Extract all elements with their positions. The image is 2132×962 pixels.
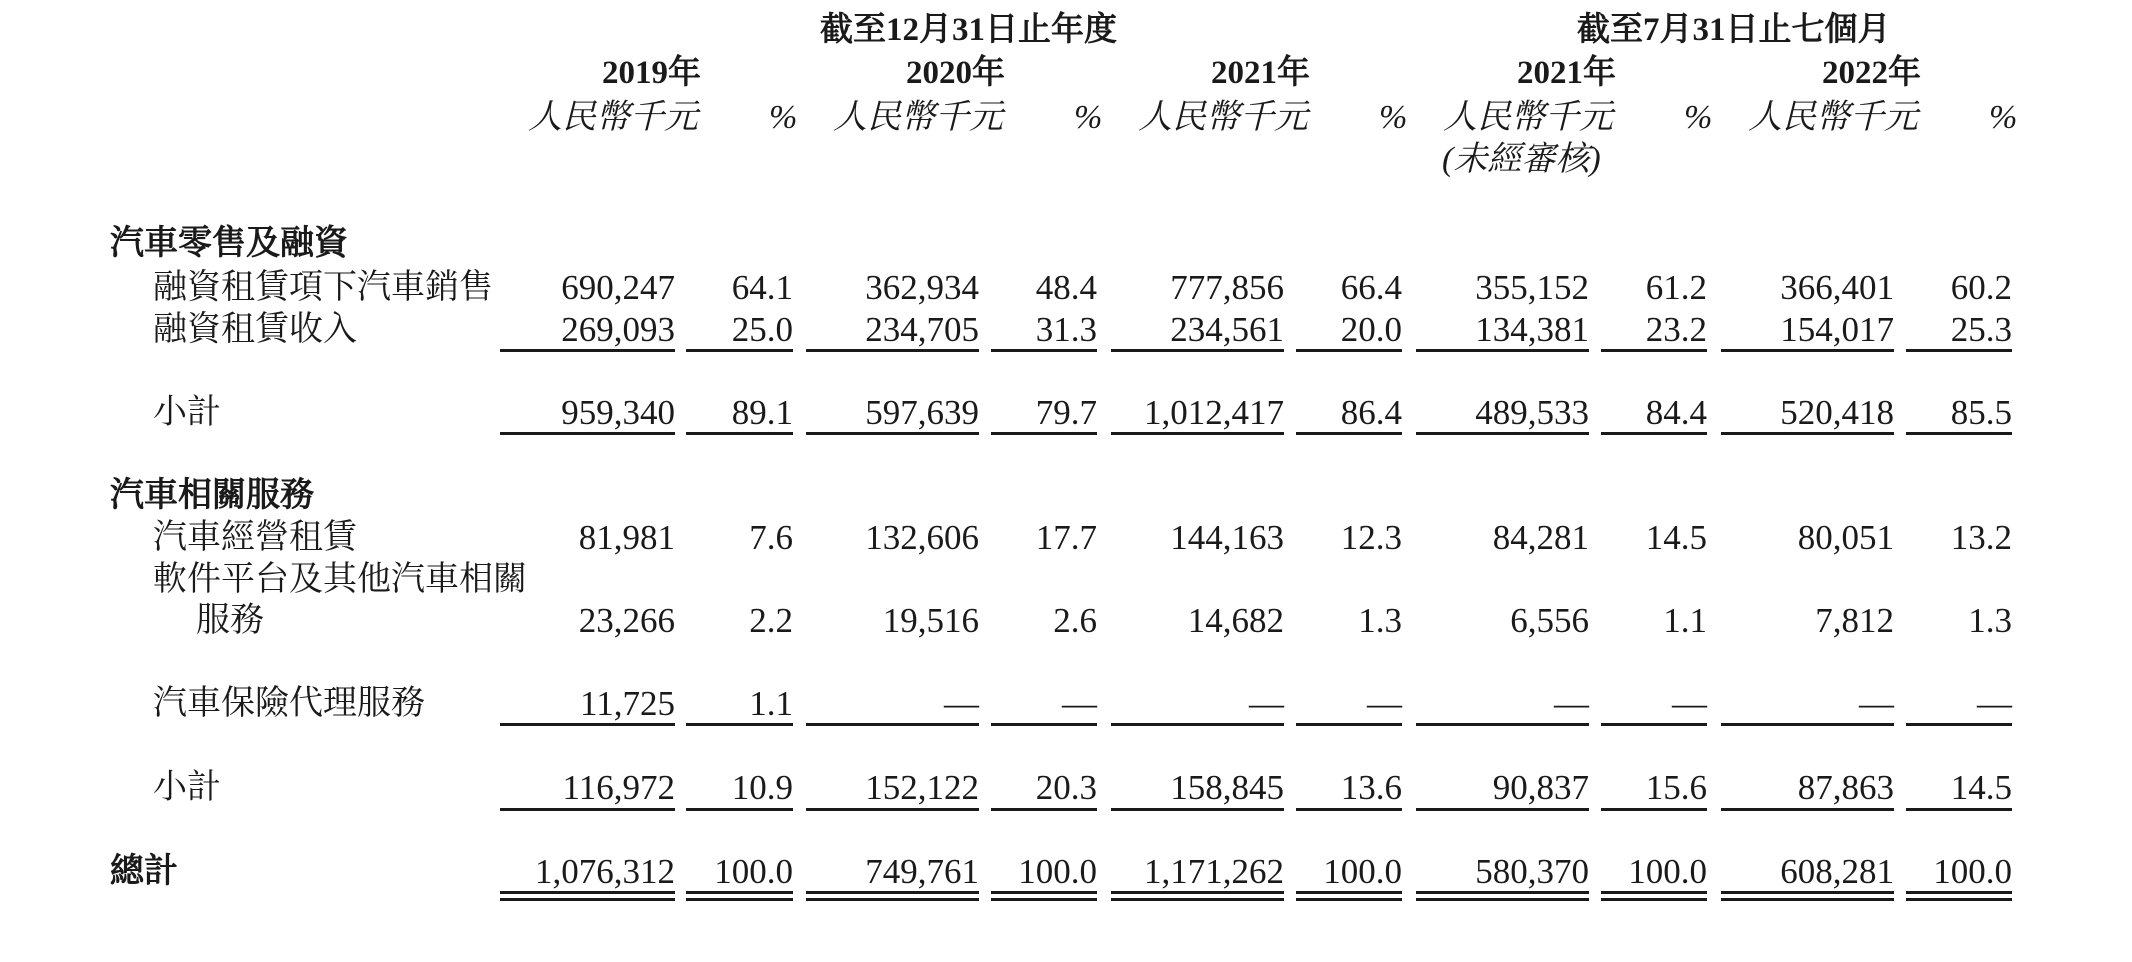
row-label-insurance-agency: 汽車保險代理服務	[153, 685, 425, 722]
rule-after-section1-rows-8	[1721, 349, 1894, 352]
row-operating-lease-value-9: 13.2	[1950, 518, 2012, 557]
header-group-7m: 截至7月31日止七個月	[1577, 12, 1891, 48]
row-finance-lease-income-value-2: 234,705	[865, 310, 979, 349]
row-operating-lease-value-2: 132,606	[865, 518, 979, 557]
header-group-fy: 截至12月31日止年度	[820, 12, 1117, 48]
row-insurance-agency-value-7: —	[1672, 684, 1707, 723]
row-finance-lease-sales-value-0: 690,247	[561, 268, 675, 307]
rule-after-section2-rows-2	[806, 723, 979, 726]
rule-total-double-second-8	[1721, 898, 1894, 901]
rule-after-section2-rows-7	[1601, 723, 1707, 726]
rule-total-double-0	[500, 891, 675, 894]
rule-after-subtotal2-8	[1721, 808, 1894, 811]
row-insurance-agency-value-9: —	[1977, 684, 2012, 723]
rule-after-subtotal1-7	[1601, 432, 1707, 435]
subtotal-section2-value-5: 13.6	[1340, 768, 1402, 807]
header-year-2021: 2021年	[1211, 55, 1310, 91]
row-insurance-agency-value-5: —	[1367, 684, 1402, 723]
row-operating-lease-value-4: 144,163	[1170, 518, 1284, 557]
rule-after-section1-rows-5	[1296, 349, 1402, 352]
section-title-retail-finance: 汽車零售及融資	[110, 225, 348, 262]
row-finance-lease-sales-value-9: 60.2	[1950, 268, 2012, 307]
header-year-2021-7m: 2021年	[1517, 55, 1616, 91]
total-row-value-6: 580,370	[1475, 852, 1589, 891]
row-label-operating-lease: 汽車經營租賃	[153, 519, 357, 556]
rule-after-section2-rows-5	[1296, 723, 1402, 726]
rule-after-section2-rows-9	[1906, 723, 2012, 726]
row-insurance-agency-value-0: 11,725	[580, 684, 675, 723]
rule-after-subtotal2-7	[1601, 808, 1707, 811]
rule-after-section2-rows-8	[1721, 723, 1894, 726]
subtotal-section1-value-2: 597,639	[865, 393, 979, 432]
row-software-platform-value-4: 14,682	[1187, 601, 1284, 640]
rule-total-double-7	[1601, 891, 1707, 894]
subtotal-section1-value-3: 79.7	[1035, 393, 1097, 432]
subtotal-section2-value-3: 20.3	[1035, 768, 1097, 807]
row-operating-lease-value-1: 7.6	[749, 518, 793, 557]
total-row-value-2: 749,761	[865, 852, 979, 891]
row-operating-lease-value-5: 12.3	[1340, 518, 1402, 557]
subtotal-section2-value-6: 90,837	[1492, 768, 1589, 807]
header-unit-2020: 人民幣千元	[833, 99, 1003, 136]
total-label: 總計	[110, 853, 178, 890]
row-finance-lease-income-value-6: 134,381	[1475, 310, 1589, 349]
row-finance-lease-income-value-5: 20.0	[1340, 310, 1402, 349]
rule-after-subtotal2-3	[991, 808, 1097, 811]
rule-after-section1-rows-3	[991, 349, 1097, 352]
header-pct-2021: %	[1379, 99, 1408, 136]
row-finance-lease-sales-value-6: 355,152	[1475, 268, 1589, 307]
row-insurance-agency-value-6: —	[1554, 684, 1589, 723]
subtotal-section2-value-0: 116,972	[562, 768, 675, 807]
total-row-value-7: 100.0	[1628, 852, 1707, 891]
rule-after-section1-rows-6	[1416, 349, 1589, 352]
header-unit-2019: 人民幣千元	[528, 99, 698, 136]
row-insurance-agency-value-4: —	[1249, 684, 1284, 723]
header-pct-2022-7m: %	[1989, 99, 2018, 136]
header-pct-2020: %	[1074, 99, 1103, 136]
total-row-value-8: 608,281	[1780, 852, 1894, 891]
subtotal-section2-value-1: 10.9	[731, 768, 793, 807]
rule-after-section1-rows-0	[500, 349, 675, 352]
row-software-platform-value-8: 7,812	[1815, 601, 1894, 640]
header-unaudited: (未經審核)	[1442, 141, 1601, 178]
total-row-value-4: 1,171,262	[1144, 852, 1284, 891]
rule-total-double-second-9	[1906, 898, 2012, 901]
rule-total-double-second-1	[686, 898, 793, 901]
rule-after-subtotal1-9	[1906, 432, 2012, 435]
row-finance-lease-income-value-9: 25.3	[1950, 310, 2012, 349]
header-pct-2021-7m: %	[1684, 99, 1713, 136]
rule-total-double-1	[686, 891, 793, 894]
subtotal-section2-value-7: 15.6	[1645, 768, 1707, 807]
row-software-platform-value-1: 2.2	[749, 601, 793, 640]
total-row-value-3: 100.0	[1018, 852, 1097, 891]
row-operating-lease-value-7: 14.5	[1645, 518, 1707, 557]
row-software-platform-value-3: 2.6	[1053, 601, 1097, 640]
total-row-value-9: 100.0	[1933, 852, 2012, 891]
row-operating-lease-value-0: 81,981	[578, 518, 675, 557]
header-pct-2019: %	[769, 99, 798, 136]
rule-after-section2-rows-6	[1416, 723, 1589, 726]
row-finance-lease-income-value-1: 25.0	[731, 310, 793, 349]
rule-total-double-8	[1721, 891, 1894, 894]
header-unit-2021-7m: 人民幣千元	[1443, 99, 1613, 136]
rule-after-subtotal1-2	[806, 432, 979, 435]
subtotal-section1-value-7: 84.4	[1645, 393, 1707, 432]
row-finance-lease-income-value-0: 269,093	[561, 310, 675, 349]
subtotal-section1-value-6: 489,533	[1475, 393, 1589, 432]
section-title-auto-services: 汽車相關服務	[110, 477, 314, 514]
rule-total-double-second-2	[806, 898, 979, 901]
rule-after-subtotal1-3	[991, 432, 1097, 435]
row-software-platform-value-5: 1.3	[1358, 601, 1402, 640]
rule-after-subtotal1-5	[1296, 432, 1402, 435]
rule-after-subtotal1-4	[1111, 432, 1284, 435]
rule-total-double-3	[991, 891, 1097, 894]
row-finance-lease-sales-value-1: 64.1	[731, 268, 793, 307]
row-insurance-agency-value-3: —	[1062, 684, 1097, 723]
row-insurance-agency-value-1: 1.1	[749, 684, 793, 723]
row-operating-lease-value-3: 17.7	[1035, 518, 1097, 557]
header-year-2019: 2019年	[602, 55, 701, 91]
header-unit-2021: 人民幣千元	[1138, 99, 1308, 136]
header-unit-2022-7m: 人民幣千元	[1748, 99, 1918, 136]
rule-total-double-second-3	[991, 898, 1097, 901]
header-year-2020: 2020年	[906, 55, 1005, 91]
rule-after-section1-rows-7	[1601, 349, 1707, 352]
rule-after-subtotal2-1	[686, 808, 793, 811]
row-operating-lease-value-8: 80,051	[1797, 518, 1894, 557]
row-finance-lease-sales-value-2: 362,934	[865, 268, 979, 307]
header-year-2022-7m: 2022年	[1822, 55, 1921, 91]
rule-after-section1-rows-2	[806, 349, 979, 352]
subtotal-section1-value-9: 85.5	[1950, 393, 2012, 432]
rule-after-section1-rows-9	[1906, 349, 2012, 352]
subtotal-section2-value-8: 87,863	[1797, 768, 1894, 807]
row-finance-lease-sales-value-7: 61.2	[1645, 268, 1707, 307]
rule-after-subtotal1-1	[686, 432, 793, 435]
subtotal-section2-value-4: 158,845	[1170, 768, 1284, 807]
rule-after-subtotal1-0	[500, 432, 675, 435]
row-label-finance-lease-income: 融資租賃收入	[153, 311, 357, 348]
subtotal-section2-value-2: 152,122	[865, 768, 979, 807]
rule-after-subtotal1-6	[1416, 432, 1589, 435]
rule-after-section2-rows-0	[500, 723, 675, 726]
row-software-platform-value-0: 23,266	[578, 601, 675, 640]
subtotal-section1-value-8: 520,418	[1780, 393, 1894, 432]
row-label-finance-lease-sales: 融資租賃項下汽車銷售	[153, 269, 493, 306]
total-row-value-5: 100.0	[1323, 852, 1402, 891]
rule-total-double-second-6	[1416, 898, 1589, 901]
subtotal-section1-value-4: 1,012,417	[1144, 393, 1284, 432]
row-finance-lease-sales-value-3: 48.4	[1035, 268, 1097, 307]
rule-total-double-second-0	[500, 898, 675, 901]
rule-after-subtotal2-4	[1111, 808, 1284, 811]
rule-after-subtotal2-2	[806, 808, 979, 811]
rule-total-double-2	[806, 891, 979, 894]
rule-total-double-second-4	[1111, 898, 1284, 901]
rule-after-section1-rows-4	[1111, 349, 1284, 352]
subtotal-section1-value-5: 86.4	[1340, 393, 1402, 432]
row-software-platform-value-7: 1.1	[1663, 601, 1707, 640]
row-label-software-platform-cont: 服務	[196, 602, 264, 639]
row-software-platform-value-9: 1.3	[1968, 601, 2012, 640]
rule-after-section1-rows-1	[686, 349, 793, 352]
row-finance-lease-sales-value-5: 66.4	[1340, 268, 1402, 307]
rule-total-double-5	[1296, 891, 1402, 894]
row-label-software-platform: 軟件平台及其他汽車相關	[153, 561, 527, 598]
rule-after-subtotal2-6	[1416, 808, 1589, 811]
rule-after-section2-rows-3	[991, 723, 1097, 726]
rule-after-subtotal1-8	[1721, 432, 1894, 435]
row-finance-lease-income-value-7: 23.2	[1645, 310, 1707, 349]
rule-after-subtotal2-9	[1906, 808, 2012, 811]
row-insurance-agency-value-2: —	[944, 684, 979, 723]
row-software-platform-value-6: 6,556	[1510, 601, 1589, 640]
subtotal-label-section1: 小計	[153, 394, 221, 431]
rule-total-double-9	[1906, 891, 2012, 894]
subtotal-section1-value-0: 959,340	[561, 393, 675, 432]
rule-total-double-second-7	[1601, 898, 1707, 901]
row-finance-lease-income-value-4: 234,561	[1170, 310, 1284, 349]
rule-after-subtotal2-0	[500, 808, 675, 811]
rule-after-section2-rows-4	[1111, 723, 1284, 726]
rule-after-subtotal2-5	[1296, 808, 1402, 811]
subtotal-section1-value-1: 89.1	[731, 393, 793, 432]
row-insurance-agency-value-8: —	[1859, 684, 1894, 723]
rule-after-section2-rows-1	[686, 723, 793, 726]
row-finance-lease-sales-value-8: 366,401	[1780, 268, 1894, 307]
total-row-value-1: 100.0	[714, 852, 793, 891]
subtotal-section2-value-9: 14.5	[1950, 768, 2012, 807]
rule-total-double-second-5	[1296, 898, 1402, 901]
row-finance-lease-income-value-8: 154,017	[1780, 310, 1894, 349]
row-finance-lease-income-value-3: 31.3	[1035, 310, 1097, 349]
total-row-value-0: 1,076,312	[535, 852, 675, 891]
rule-total-double-6	[1416, 891, 1589, 894]
rule-total-double-4	[1111, 891, 1284, 894]
row-software-platform-value-2: 19,516	[882, 601, 979, 640]
row-operating-lease-value-6: 84,281	[1492, 518, 1589, 557]
subtotal-label-section2: 小計	[153, 769, 221, 806]
row-finance-lease-sales-value-4: 777,856	[1170, 268, 1284, 307]
